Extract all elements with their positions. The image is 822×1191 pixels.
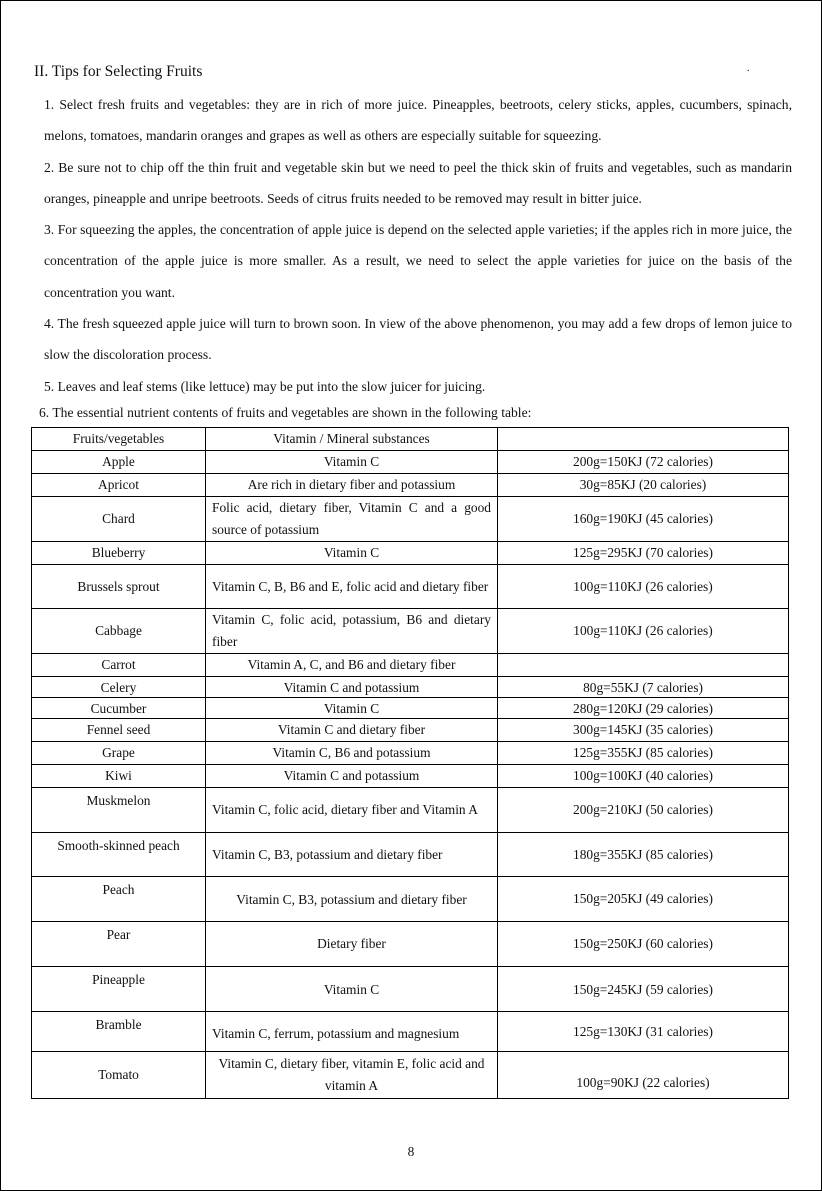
cell-nutrients: Vitamin C and potassium: [206, 677, 498, 698]
cell-name: Pineapple: [32, 967, 206, 1012]
cell-nutrients: Vitamin C, B, B6 and E, folic acid and dietary fiber: [206, 565, 498, 609]
table-row: [32, 922, 789, 967]
tip-2: 2. Be sure not to chip off the thin fruit and vegetable skin but we need to peel the thick skin of fruits and vegetables, such as mandarin oranges, pineapple and unripe beetroots. Seeds of citrus fruits needed to be removed may result in bitter juice.: [44, 160, 792, 207]
cell-energy: [498, 654, 789, 677]
table-row: [32, 1052, 789, 1099]
cell-energy: 150g=250KJ (60 calories): [498, 922, 789, 967]
cell-energy: 80g=55KJ (7 calories): [498, 677, 789, 698]
table-row: [32, 967, 789, 1012]
table-row: [32, 677, 789, 698]
cell-nutrients: Vitamin C and potassium: [206, 765, 498, 788]
cell-energy: 150g=245KJ (59 calories): [498, 967, 789, 1012]
cell-name: Muskmelon: [32, 788, 206, 833]
stray-mark: .: [747, 63, 750, 74]
cell-nutrients: Vitamin C, B6 and potassium: [206, 742, 498, 765]
cell-name: Pear: [32, 922, 206, 967]
cell-name: Grape: [32, 742, 206, 765]
cell-energy: 100g=100KJ (40 calories): [498, 765, 789, 788]
cell-name: Carrot: [32, 654, 206, 677]
cell-nutrients: Vitamin C, B3, potassium and dietary fiber: [206, 877, 498, 922]
table-row: [32, 765, 789, 788]
cell-energy: 125g=355KJ (85 calories): [498, 742, 789, 765]
cell-name: Cabbage: [32, 609, 206, 654]
cell-energy: 180g=355KJ (85 calories): [498, 833, 789, 877]
cell-energy: 150g=205KJ (49 calories): [498, 877, 789, 922]
cell-name: Kiwi: [32, 765, 206, 788]
cell-name: Blueberry: [32, 542, 206, 565]
cell-nutrients: Folic acid, dietary fiber, Vitamin C and a good source of potassium: [206, 497, 498, 542]
nutrient-table: [31, 427, 789, 1099]
cell-nutrients: Vitamin C: [206, 698, 498, 719]
tip-1: 1. Select fresh fruits and vegetables: they are in rich of more juice. Pineapples, beetroots, celery sticks, apples, cucumbers, spinach, melons, tomatoes, mandarin oranges and grapes as well as others are especially suitable for squeezing.: [44, 97, 792, 144]
cell-name: Bramble: [32, 1012, 206, 1052]
section-heading: II. Tips for Selecting Fruits: [34, 63, 203, 80]
cell-nutrients: Vitamin A, C, and B6 and dietary fiber: [206, 654, 498, 677]
cell-name: Apricot: [32, 474, 206, 497]
tip-3: 3. For squeezing the apples, the concentration of apple juice is depend on the selected apple varieties; if the apples rich in more juice, the concentration of the apple juice is more smaller. As a result, we need to select the apple varieties for juice on the basis of the concentration you want.: [44, 222, 792, 300]
table-row: [32, 742, 789, 765]
table-row: [32, 654, 789, 677]
cell-energy: 30g=85KJ (20 calories): [498, 474, 789, 497]
cell-name: Celery: [32, 677, 206, 698]
cell-nutrients: Vitamin C: [206, 451, 498, 474]
cell-nutrients: Vitamin C, dietary fiber, vitamin E, folic acid and vitamin A: [206, 1052, 498, 1099]
cell-nutrients: Vitamin C, B3, potassium and dietary fiber: [206, 833, 498, 877]
table-header-row: [32, 428, 789, 451]
cell-nutrients: Vitamin C, folic acid, dietary fiber and Vitamin A: [206, 788, 498, 833]
cell-nutrients: Vitamin C, ferrum, potassium and magnesium: [206, 1012, 498, 1052]
table-row: [32, 497, 789, 542]
table-row: [32, 698, 789, 719]
cell-energy: 100g=110KJ (26 calories): [498, 609, 789, 654]
table-row: [32, 788, 789, 833]
page-number: 8: [407, 1144, 415, 1159]
cell-energy: 100g=110KJ (26 calories): [498, 565, 789, 609]
cell-nutrients: Vitamin C: [206, 542, 498, 565]
cell-energy: 160g=190KJ (45 calories): [498, 497, 789, 542]
table-row: [32, 474, 789, 497]
cell-energy: 200g=150KJ (72 calories): [498, 451, 789, 474]
cell-name: Apple: [32, 451, 206, 474]
cell-energy: 300g=145KJ (35 calories): [498, 719, 789, 742]
tip-5: 5. Leaves and leaf stems (like lettuce) may be put into the slow juicer for juicing.: [44, 379, 486, 394]
cell-energy: 125g=295KJ (70 calories): [498, 542, 789, 565]
table-row: [32, 451, 789, 474]
table-row: [32, 542, 789, 565]
table-row: [32, 609, 789, 654]
header-fruits: Fruits/vegetables: [32, 428, 206, 451]
cell-name: Chard: [32, 497, 206, 542]
cell-name: Fennel seed: [32, 719, 206, 742]
table-row: [32, 833, 789, 877]
header-vitamins: Vitamin / Mineral substances: [206, 428, 498, 451]
cell-name: Cucumber: [32, 698, 206, 719]
cell-nutrients: Vitamin C, folic acid, potassium, B6 and dietary fiber: [206, 609, 498, 654]
tip-4: 4. The fresh squeezed apple juice will turn to brown soon. In view of the above phenomenon, you may add a few drops of lemon juice to slow the discoloration process.: [44, 316, 792, 363]
cell-name: Peach: [32, 877, 206, 922]
cell-nutrients: Vitamin C: [206, 967, 498, 1012]
cell-energy: 100g=90KJ (22 calories): [498, 1052, 789, 1099]
cell-energy: 280g=120KJ (29 calories): [498, 698, 789, 719]
table-row: [32, 1012, 789, 1052]
cell-name: Brussels sprout: [32, 565, 206, 609]
tip-6: 6. The essential nutrient contents of fruits and vegetables are shown in the following table:: [39, 405, 532, 420]
table-row: [32, 877, 789, 922]
cell-nutrients: Vitamin C and dietary fiber: [206, 719, 498, 742]
header-energy: [498, 428, 789, 451]
table-row: [32, 719, 789, 742]
table-row: [32, 565, 789, 609]
cell-name: Tomato: [32, 1052, 206, 1099]
cell-nutrients: Dietary fiber: [206, 922, 498, 967]
cell-energy: 125g=130KJ (31 calories): [498, 1012, 789, 1052]
cell-nutrients: Are rich in dietary fiber and potassium: [206, 474, 498, 497]
cell-energy: 200g=210KJ (50 calories): [498, 788, 789, 833]
cell-name: Smooth-skinned peach: [32, 833, 206, 877]
